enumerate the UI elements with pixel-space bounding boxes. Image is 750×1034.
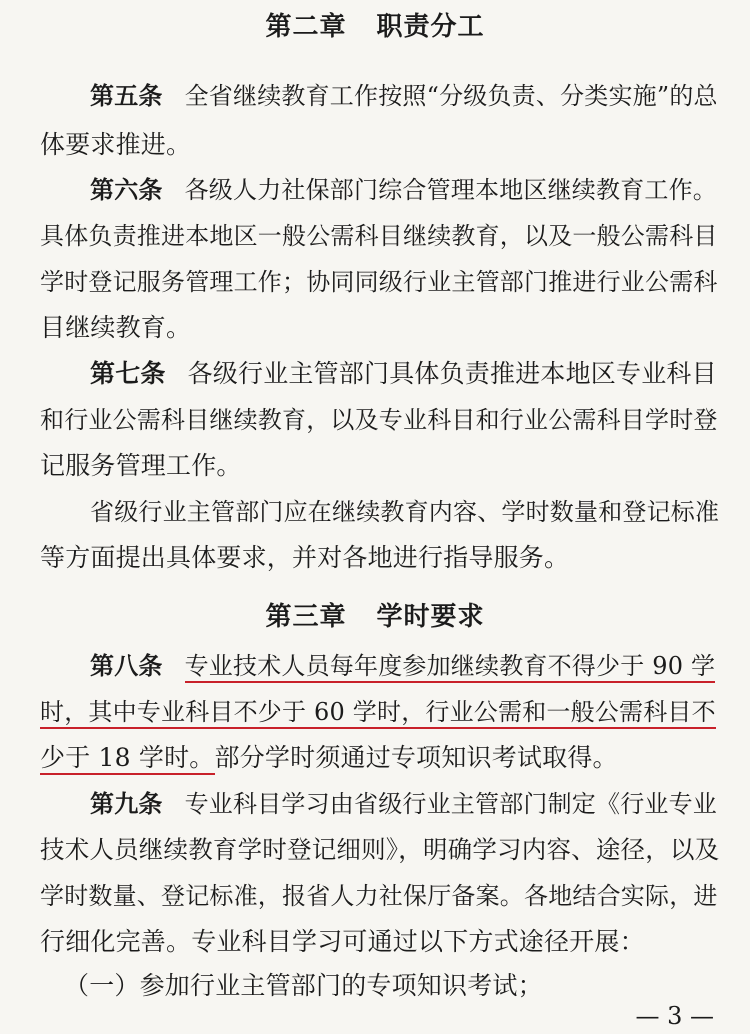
chapter-2-heading bbox=[0, 6, 750, 43]
article-5-line-1 bbox=[90, 78, 718, 114]
article-8-line-1 bbox=[90, 648, 715, 684]
article-5-line-2: 体要求推进。 bbox=[40, 130, 192, 159]
chapter-3-heading bbox=[0, 596, 750, 633]
article-7-line-1 bbox=[90, 356, 717, 392]
article-5-text-1: 全省继续教育工作按照“分级负责、分类实施”的总 bbox=[184, 82, 718, 110]
article-8-text-3-rest: 部分学时须通过专项知识考试取得。 bbox=[214, 743, 618, 772]
chapter-3-label: 第三章 bbox=[265, 602, 347, 632]
article-5-label: 第五条 bbox=[90, 82, 163, 110]
chapter-3-title: 学时要求 bbox=[376, 602, 485, 632]
chapter-2-label: 第二章 bbox=[265, 12, 347, 42]
article-6-line-2: 具体负责推进本地区一般公需科目继续教育，以及一般公需科目 bbox=[40, 222, 718, 250]
article-6-label: 第六条 bbox=[90, 176, 163, 204]
article-8-text-3-underlined: 少于 18 学时。 bbox=[40, 743, 215, 775]
article-7-label: 第七条 bbox=[90, 359, 166, 388]
article-6-line-4: 目继续教育。 bbox=[40, 313, 192, 342]
article-6-text-1: 各级人力社保部门综合管理本地区继续教育工作。 bbox=[184, 176, 718, 204]
article-9-line-2: 技术人员继续教育学时登记细则》，明确学习内容、途径，以及 bbox=[40, 835, 720, 864]
chapter-2-title: 职责分工 bbox=[376, 12, 485, 42]
article-9-text-1: 专业科目学习由省级行业主管部门制定《行业专业 bbox=[184, 790, 718, 818]
provincial-paragraph-line-1: 省级行业主管部门应在继续教育内容、学时数量和登记标准 bbox=[90, 498, 720, 526]
article-8-text-1: 专业技术人员每年度参加继续教育不得少于 90 学 bbox=[185, 652, 716, 683]
article-7-line-3: 记服务管理工作。 bbox=[40, 451, 242, 480]
article-8-label: 第八条 bbox=[90, 652, 163, 680]
article-8-line-3 bbox=[40, 740, 618, 776]
article-9-line-3: 学时数量、登记标准，报省人力社保厅备案。各地结合实际，进 bbox=[40, 882, 718, 910]
article-9-line-4: 行细化完善。专业科目学习可通过以下方式途径开展： bbox=[40, 927, 645, 956]
article-8-line-2 bbox=[40, 694, 716, 730]
article-6-line-1 bbox=[90, 172, 717, 208]
article-7-line-2: 和行业公需科目继续教育，以及专业科目和行业公需科目学时登 bbox=[40, 406, 718, 434]
page-number: — 3 — bbox=[635, 1002, 714, 1030]
article-6-line-3: 学时登记服务管理工作；协同同级行业主管部门推进行业公需科 bbox=[40, 268, 718, 296]
article-8-text-2: 时，其中专业科目不少于 60 学时，行业公需和一般公需科目不 bbox=[40, 698, 716, 729]
article-9-label: 第九条 bbox=[90, 790, 163, 818]
article-7-text-1: 各级行业主管部门具体负责推进本地区专业科目 bbox=[187, 359, 717, 388]
provincial-paragraph-line-2: 等方面提出具体要求，并对各地进行指导服务。 bbox=[40, 543, 570, 572]
article-9-line-1 bbox=[90, 786, 717, 822]
article-9-item-1: （一）参加行业主管部门的专项知识考试； bbox=[64, 971, 543, 1000]
